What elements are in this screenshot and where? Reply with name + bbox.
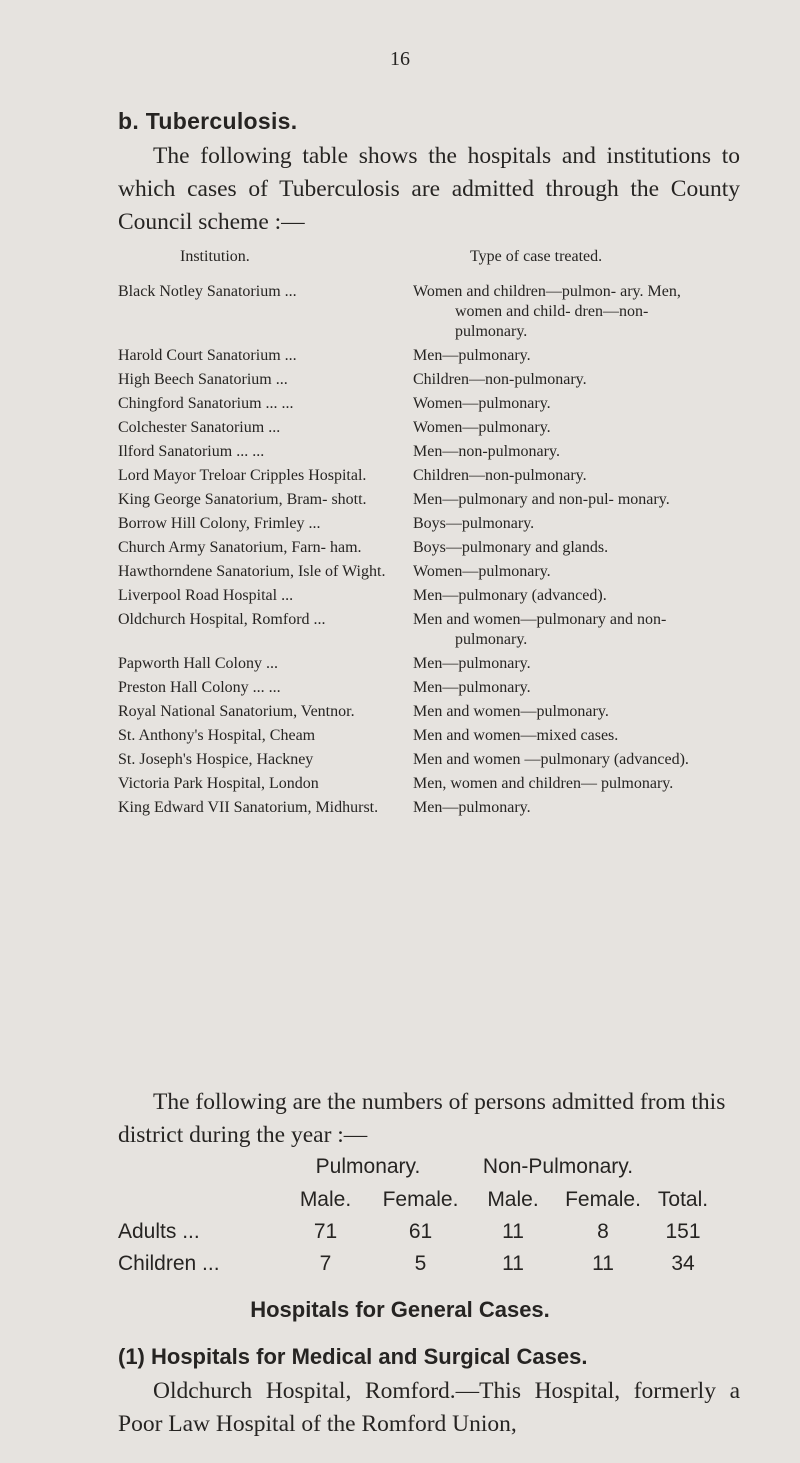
page-number: 16 xyxy=(390,48,410,70)
institution-name xyxy=(118,558,413,582)
case-type xyxy=(413,510,708,534)
case-type-text: Men—pulmonary. xyxy=(413,347,531,364)
case-type xyxy=(413,342,708,366)
table-row xyxy=(118,390,708,414)
case-type xyxy=(413,770,708,794)
case-type xyxy=(413,582,708,606)
cell-value: 8 xyxy=(597,1220,609,1243)
group-header-row xyxy=(118,1150,718,1184)
cell-value: 11 xyxy=(502,1220,524,1243)
institution-name xyxy=(118,582,413,606)
case-type xyxy=(413,534,708,558)
institution-text: Ilford Sanatorium ... ... xyxy=(118,443,265,460)
institution-text: Liverpool Road Hospital ... xyxy=(118,587,294,604)
case-type-text: Men—pulmonary. xyxy=(413,679,531,696)
institution-text: King Edward VII Sanatorium, Midhurst. xyxy=(118,799,379,816)
row-label: Children ... xyxy=(118,1252,220,1275)
case-type xyxy=(413,722,708,746)
cell-value: 61 xyxy=(408,1220,433,1243)
case-type xyxy=(413,390,708,414)
institution-text: Lord Mayor Treloar Cripples Hospital. xyxy=(118,467,367,484)
institution-text: Borrow Hill Colony, Frimley ... xyxy=(118,515,321,532)
institution-text: Royal National Sanatorium, Ventnor. xyxy=(118,703,355,720)
table-row xyxy=(118,582,708,606)
cell-value: 5 xyxy=(414,1252,427,1275)
table-row xyxy=(118,674,708,698)
case-type xyxy=(413,794,708,818)
case-type-text: Men—non-pulmonary. xyxy=(413,443,560,460)
institution-name xyxy=(118,438,413,462)
header-female: Female. xyxy=(565,1188,641,1211)
institution-name xyxy=(118,794,413,818)
case-type xyxy=(413,650,708,674)
institution-name xyxy=(118,698,413,722)
column-header-row xyxy=(118,1184,718,1216)
column-header-institution: Institution. xyxy=(180,248,250,265)
medical-surgical-subheading: (1) Hospitals for Medical and Surgical Cases. xyxy=(118,1344,588,1369)
admissions-intro: The following are the numbers of persons admitted from this district during the year :— xyxy=(118,1089,726,1148)
case-type-text: Men, women and children— pulmonary. xyxy=(413,775,674,792)
case-type xyxy=(413,558,708,582)
table-row xyxy=(118,510,708,534)
table-row xyxy=(118,1248,718,1280)
column-header-type: Type of case treated. xyxy=(470,248,603,265)
table-row xyxy=(118,366,708,390)
institution-name xyxy=(118,366,413,390)
case-type-text: Men—pulmonary. xyxy=(413,799,531,816)
table-row xyxy=(118,794,708,818)
header-total: Total. xyxy=(657,1188,709,1211)
table-row xyxy=(118,746,708,770)
table-row xyxy=(118,486,708,510)
table-row xyxy=(118,650,708,674)
case-type-text: Women—pulmonary. xyxy=(413,563,551,580)
intro-paragraph: The following table shows the hospitals and institutions to which cases of Tuberculosis are admitted through the County Council scheme :— xyxy=(118,143,740,235)
institution-text: High Beech Sanatorium ... xyxy=(118,371,288,388)
case-type xyxy=(413,746,708,770)
institution-name xyxy=(118,462,413,486)
institution-text: Colchester Sanatorium ... xyxy=(118,419,281,436)
institution-name xyxy=(118,510,413,534)
institution-name xyxy=(118,770,413,794)
institution-name xyxy=(118,674,413,698)
table-row xyxy=(118,414,708,438)
institution-name xyxy=(118,650,413,674)
institution-text: St. Anthony's Hospital, Cheam xyxy=(118,727,316,744)
table-row xyxy=(118,698,708,722)
case-type-text: Children—non-pulmonary. xyxy=(413,371,587,388)
case-type-text: Women—pulmonary. xyxy=(413,395,551,412)
case-type-text: Men—pulmonary and non-pul- monary. xyxy=(413,491,670,508)
institution-text: King George Sanatorium, Bram- shott. xyxy=(118,491,367,508)
table-row xyxy=(118,770,708,794)
admissions-table xyxy=(118,1150,718,1280)
table-row xyxy=(118,342,708,366)
cell-value: 11 xyxy=(502,1252,524,1275)
group-non-pulmonary: Non-Pulmonary. xyxy=(482,1155,634,1178)
case-type-text: Men and women—pulmonary. xyxy=(413,703,609,720)
case-type xyxy=(413,606,708,650)
case-type-text: Women and children—pulmon- ary. Men, women and child- dren—non-pulmonary. xyxy=(413,283,681,340)
case-type xyxy=(413,438,708,462)
institution-name xyxy=(118,746,413,770)
case-type-text: Children—non-pulmonary. xyxy=(413,467,587,484)
institution-text: Oldchurch Hospital, Romford ... xyxy=(118,611,326,628)
case-type xyxy=(413,366,708,390)
case-type xyxy=(413,486,708,510)
institution-text: Church Army Sanatorium, Farn- ham. xyxy=(118,539,362,556)
case-type xyxy=(413,698,708,722)
case-type-text: Men—pulmonary (advanced). xyxy=(413,587,607,604)
institution-name xyxy=(118,534,413,558)
group-pulmonary: Pulmonary. xyxy=(315,1155,421,1178)
row-label: Adults ... xyxy=(118,1220,200,1243)
case-type-text: Men and women —pulmonary (advanced). xyxy=(413,751,689,768)
header-female: Female. xyxy=(382,1188,459,1211)
case-type xyxy=(413,674,708,698)
institution-text: Black Notley Sanatorium ... xyxy=(118,283,297,300)
institution-text: Papworth Hall Colony ... xyxy=(118,655,278,672)
section-heading: b. Tuberculosis. xyxy=(118,108,298,134)
general-cases-heading: Hospitals for General Cases. xyxy=(250,1297,550,1322)
institution-name xyxy=(118,606,413,650)
institution-name xyxy=(118,342,413,366)
institutions-table xyxy=(118,282,708,818)
institution-text: Victoria Park Hospital, London xyxy=(118,775,319,792)
header-male: Male. xyxy=(299,1188,352,1211)
table-row xyxy=(118,606,708,650)
case-type-text: Boys—pulmonary. xyxy=(413,515,535,532)
case-type xyxy=(413,282,708,342)
table-row xyxy=(118,558,708,582)
institution-name xyxy=(118,390,413,414)
institution-name xyxy=(118,722,413,746)
case-type-text: Men and women—mixed cases. xyxy=(413,727,619,744)
table-row xyxy=(118,282,708,342)
institution-text: St. Joseph's Hospice, Hackney xyxy=(118,751,314,768)
cell-value: 11 xyxy=(592,1252,614,1275)
institution-text: Hawthorndene Sanatorium, Isle of Wight. xyxy=(118,563,386,580)
cell-total: 34 xyxy=(671,1252,695,1275)
table-row xyxy=(118,722,708,746)
institution-name xyxy=(118,414,413,438)
case-type-text: Women—pulmonary. xyxy=(413,419,551,436)
institution-text: Harold Court Sanatorium ... xyxy=(118,347,297,364)
institution-text: Preston Hall Colony ... ... xyxy=(118,679,281,696)
table-row xyxy=(118,534,708,558)
case-type-text: Men and women—pulmonary and non-pulmonary. xyxy=(413,611,667,648)
case-type-text: Men—pulmonary. xyxy=(413,655,531,672)
institution-name xyxy=(118,282,413,342)
case-type-text: Boys—pulmonary and glands. xyxy=(413,539,609,556)
cell-total: 151 xyxy=(665,1220,701,1243)
cell-value: 71 xyxy=(313,1220,338,1243)
case-type xyxy=(413,462,708,486)
table-row xyxy=(118,438,708,462)
oldchurch-paragraph: Oldchurch Hospital, Romford.—This Hospital, formerly a Poor Law Hospital of the Romford Union, xyxy=(118,1378,740,1437)
table-row xyxy=(118,462,708,486)
institution-name xyxy=(118,486,413,510)
case-type xyxy=(413,414,708,438)
institution-text: Chingford Sanatorium ... ... xyxy=(118,395,294,412)
cell-value: 7 xyxy=(319,1252,332,1275)
header-male: Male. xyxy=(487,1188,539,1211)
table-row xyxy=(118,1216,718,1248)
